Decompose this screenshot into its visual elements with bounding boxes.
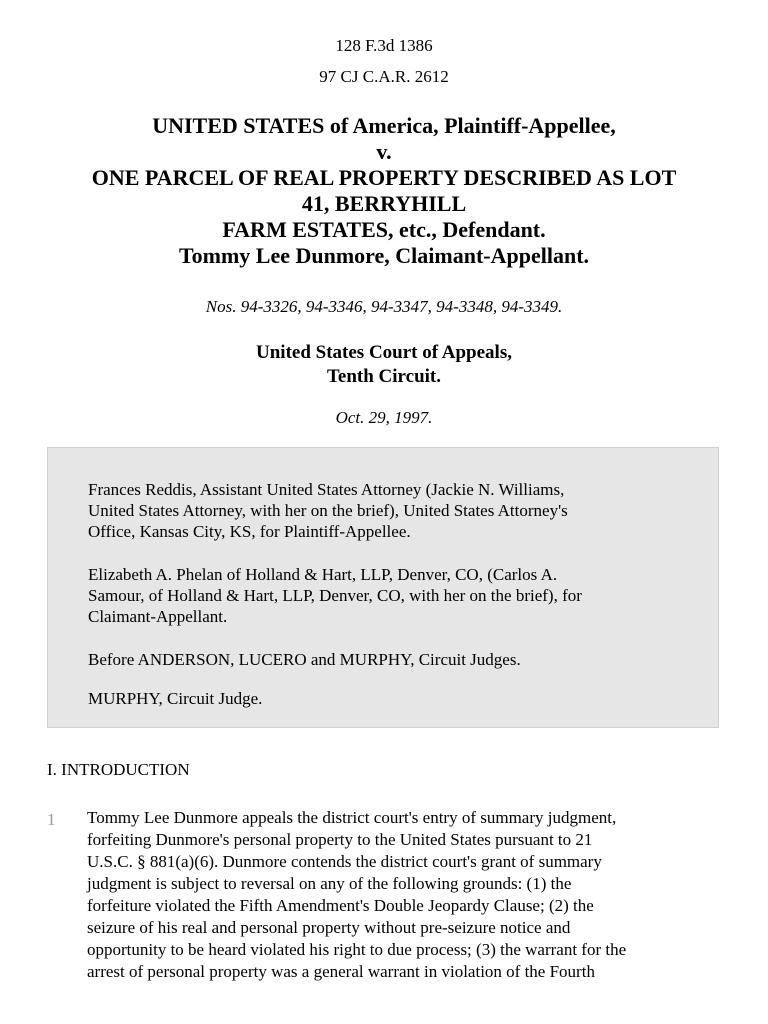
plaintiff-counsel [88,479,568,542]
paragraph-line: forfeiting Dunmore's personal property to the United States pursuant to 21 [87,830,593,849]
reporter-citation: 128 F.3d 1386 [335,36,433,55]
counsel-panel [47,447,719,728]
caption-line: ONE PARCEL OF REAL PROPERTY DESCRIBED AS LOT [91,165,677,190]
paragraph-line: U.S.C. § 881(a)(6). Dunmore contends the district court's grant of summary [87,852,602,871]
court-line: Tenth Circuit. [326,366,442,387]
claimant-counsel [88,564,582,627]
counsel-line: Frances Reddis, Assistant United States Attorney (Jackie N. Williams, [88,480,565,499]
paragraph-line: judgment is subject to reversal on any of the following grounds: (1) the [87,874,572,893]
court-name [0,341,768,389]
paragraph-line: opportunity to be heard violated his right to due process; (3) the warrant for the [87,940,627,959]
judges-panel: Before ANDERSON, LUCERO and MURPHY, Circuit Judges. [88,650,521,669]
counsel-line: Samour, of Holland & Hart, LLP, Denver, CO, with her on the brief), for [88,586,582,605]
decision-date: Oct. 29, 1997. [335,408,433,427]
case-caption [0,113,768,269]
docket-numbers: Nos. 94-3326, 94-3346, 94-3347, 94-3348, 94-3349. [205,297,563,316]
counsel-line: Elizabeth A. Phelan of Holland & Hart, LLP, Denver, CO, (Carlos A. [88,565,558,584]
caption-line: FARM ESTATES, etc., Defendant. [222,217,546,242]
paragraph-line: forfeiture violated the Fifth Amendment's Double Jeopardy Clause; (2) the [87,896,594,915]
paragraph-text [87,807,626,983]
paragraph-number: 1 [47,810,56,829]
paragraph-line: arrest of personal property was a general warrant in violation of the Fourth [87,962,595,981]
caption-line: Tommy Lee Dunmore, Claimant-Appellant. [178,243,590,268]
counsel-line: Office, Kansas City, KS, for Plaintiff-Appellee. [88,522,411,541]
paragraph-line: Tommy Lee Dunmore appeals the district court's entry of summary judgment, [87,808,617,827]
caption-line: UNITED STATES of America, Plaintiff-Appellee, [152,113,616,138]
caption-line: v. [376,139,392,164]
caption-line: 41, BERRYHILL [301,191,467,216]
section-heading: I. INTRODUCTION [47,760,190,779]
secondary-citation: 97 CJ C.A.R. 2612 [319,67,449,86]
court-line: United States Court of Appeals, [256,342,512,363]
paragraph-line: seizure of his real and personal property without pre-seizure notice and [87,918,571,937]
counsel-line: Claimant-Appellant. [88,607,228,626]
opinion-author: MURPHY, Circuit Judge. [88,689,263,708]
counsel-line: United States Attorney, with her on the brief), United States Attorney's [88,501,568,520]
